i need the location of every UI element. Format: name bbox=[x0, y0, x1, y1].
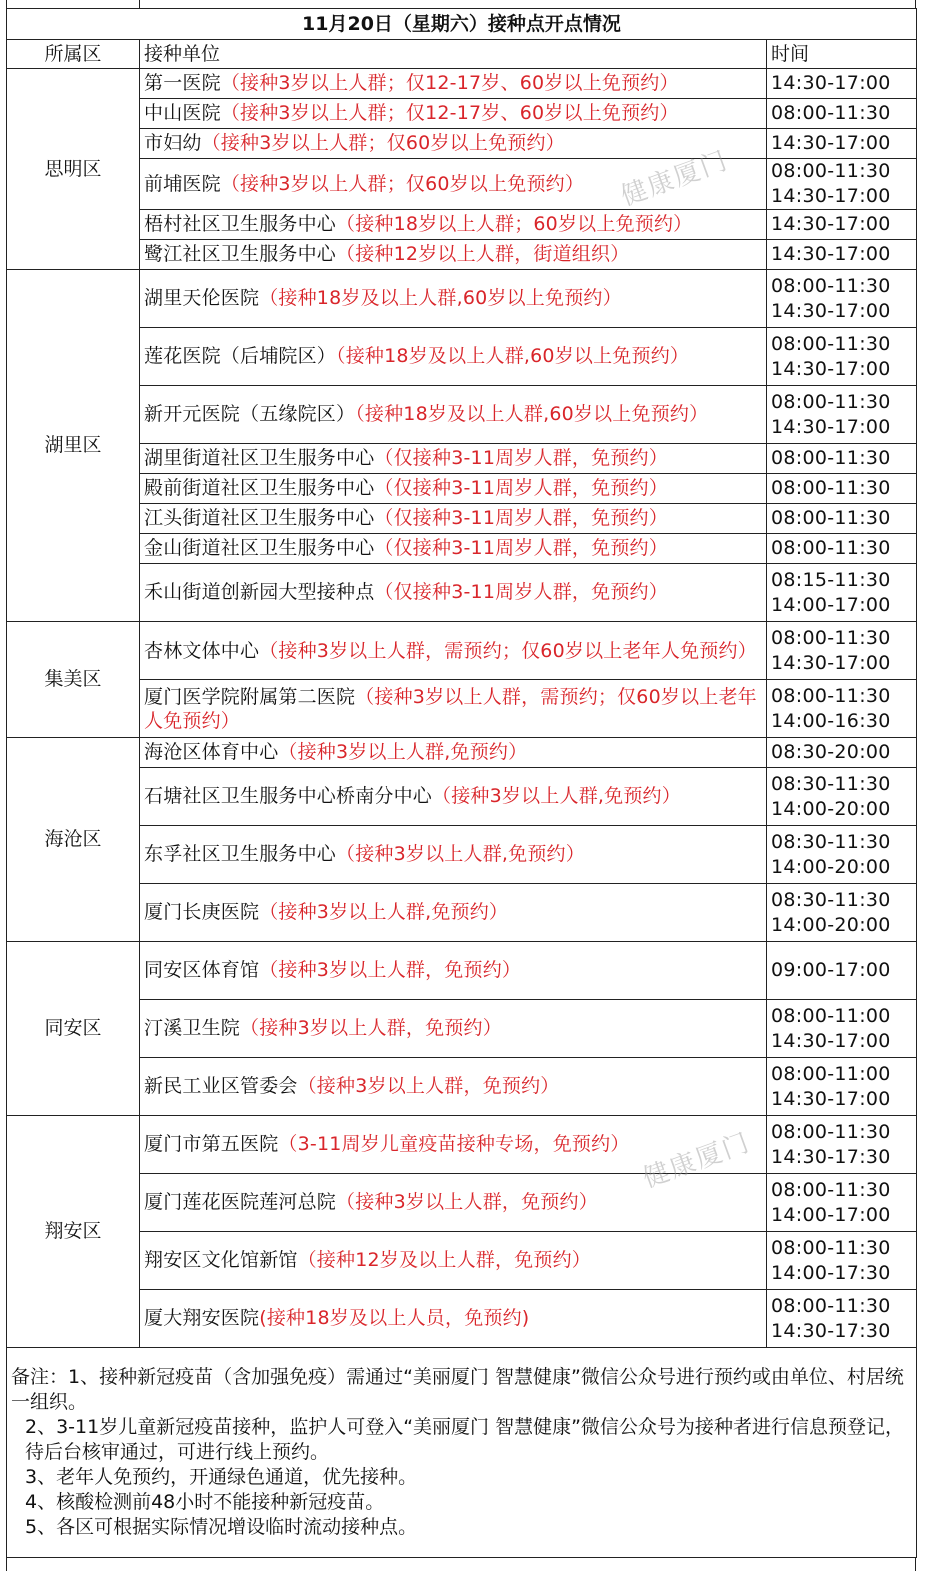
district-name: 同安区 bbox=[7, 942, 140, 1116]
unit-name: 第一医院 bbox=[144, 72, 221, 94]
unit-name: 厦门莲花医院莲河总院 bbox=[144, 1191, 337, 1213]
time-slot: 08:00-11:30 bbox=[771, 507, 891, 529]
time-cell bbox=[767, 534, 917, 564]
unit-name: 汀溪卫生院 bbox=[144, 1017, 241, 1039]
unit-name: 湖里天伦医院 bbox=[144, 287, 260, 309]
unit-name: 殿前街道社区卫生服务中心 bbox=[144, 477, 375, 499]
unit-cell bbox=[140, 1058, 767, 1116]
unit-cell bbox=[140, 826, 767, 884]
time-cell bbox=[767, 768, 917, 826]
time-slot: 14:30-17:30 bbox=[771, 1319, 891, 1342]
table-row bbox=[7, 564, 917, 622]
unit-name: 海沧区体育中心 bbox=[144, 741, 279, 763]
unit-cell bbox=[140, 386, 767, 444]
bottom-border bbox=[6, 1558, 916, 1571]
header-unit: 接种单位 bbox=[140, 40, 767, 69]
time-slot: 14:00-20:00 bbox=[771, 797, 891, 820]
district-name: 思明区 bbox=[7, 69, 140, 270]
watermark-bottom: 健康厦门 bbox=[639, 1127, 755, 1195]
unit-note: （仅接种3-11周岁人群，免预约） bbox=[374, 507, 668, 529]
unit-note: （接种3岁以上人群；仅12-17岁、60岁以上免预约） bbox=[220, 72, 679, 94]
table-row bbox=[7, 1232, 917, 1290]
time-cell bbox=[767, 129, 917, 159]
time-slot: 14:30-17:00 bbox=[771, 243, 891, 265]
table-row bbox=[7, 504, 917, 534]
unit-cell bbox=[140, 504, 767, 534]
time-slot: 08:00-11:30 bbox=[771, 447, 891, 469]
time-slot: 08:00-11:00 bbox=[771, 1062, 891, 1085]
unit-cell bbox=[140, 738, 767, 768]
table-row bbox=[7, 826, 917, 884]
time-slot: 14:30-17:30 bbox=[771, 1145, 891, 1168]
time-slot: 08:00-11:30 bbox=[771, 1236, 891, 1259]
time-cell bbox=[767, 270, 917, 328]
district-name: 集美区 bbox=[7, 622, 140, 738]
unit-note: （仅接种3-11周岁人群，免预约） bbox=[374, 537, 668, 559]
time-slot: 08:15-11:30 bbox=[771, 568, 891, 591]
time-cell bbox=[767, 1174, 917, 1232]
unit-name: 湖里街道社区卫生服务中心 bbox=[144, 447, 375, 469]
time-slot: 14:30-17:00 bbox=[771, 132, 891, 154]
unit-note: （仅接种3-11周岁人群，免预约） bbox=[374, 477, 668, 499]
table-row bbox=[7, 884, 917, 942]
unit-cell bbox=[140, 328, 767, 386]
table-row bbox=[7, 386, 917, 444]
time-slot: 08:00-11:30 bbox=[771, 274, 891, 297]
unit-cell bbox=[140, 564, 767, 622]
note-item: 2、3-11岁儿童新冠疫苗接种，监护人可登入“美丽厦门 智慧健康”微信公众号为接种者进行信息预登记，待后台核审通过，可进行线上预约。 bbox=[25, 1416, 904, 1463]
table-row bbox=[7, 1116, 917, 1174]
unit-note: （接种3岁以上人群；仅60岁以上免预约） bbox=[201, 132, 565, 154]
time-slot: 08:00-11:30 bbox=[771, 537, 891, 559]
table-row bbox=[7, 474, 917, 504]
time-cell bbox=[767, 504, 917, 534]
unit-cell bbox=[140, 99, 767, 129]
unit-name: 石塘社区卫生服务中心桥南分中心 bbox=[144, 785, 433, 807]
unit-cell bbox=[140, 680, 767, 738]
unit-note: （接种12岁以上人群，街道组织） bbox=[336, 243, 630, 265]
unit-cell bbox=[140, 1116, 767, 1174]
table-row bbox=[7, 942, 917, 1000]
unit-note: （接种3岁以上人群,免预约） bbox=[336, 843, 585, 865]
time-slot: 08:00-11:00 bbox=[771, 1004, 891, 1027]
time-slot: 14:00-17:00 bbox=[771, 1203, 891, 1226]
time-cell bbox=[767, 444, 917, 474]
time-cell bbox=[767, 884, 917, 942]
unit-note: （仅接种3-11周岁人群，免预约） bbox=[374, 581, 668, 603]
district-name: 海沧区 bbox=[7, 738, 140, 942]
unit-cell bbox=[140, 240, 767, 270]
time-slot: 08:30-11:30 bbox=[771, 888, 891, 911]
unit-name: 莲花医院（后埔院区） bbox=[144, 345, 337, 367]
time-cell bbox=[767, 69, 917, 99]
unit-name: 翔安区文化馆新馆 bbox=[144, 1249, 298, 1271]
unit-name: 厦大翔安医院 bbox=[144, 1307, 260, 1329]
unit-note: （接种3岁以上人群，免预约） bbox=[297, 1075, 560, 1097]
time-slot: 08:00-11:30 bbox=[771, 1120, 891, 1143]
time-cell bbox=[767, 474, 917, 504]
time-slot: 14:30-17:00 bbox=[771, 1087, 891, 1110]
table-row bbox=[7, 129, 917, 159]
district-name: 湖里区 bbox=[7, 270, 140, 622]
time-cell bbox=[767, 210, 917, 240]
time-slot: 08:00-11:30 bbox=[771, 160, 891, 182]
time-slot: 14:30-17:00 bbox=[771, 299, 891, 322]
unit-name: 中山医院 bbox=[144, 102, 221, 124]
unit-cell bbox=[140, 1232, 767, 1290]
time-cell bbox=[767, 826, 917, 884]
page-title: 11月20日（星期六）接种点开点情况 bbox=[7, 9, 917, 40]
time-slot: 14:00-20:00 bbox=[771, 913, 891, 936]
unit-note: （接种3岁以上人群,免预约） bbox=[278, 741, 528, 763]
table-row bbox=[7, 240, 917, 270]
unit-cell bbox=[140, 1174, 767, 1232]
time-slot: 14:30-17:00 bbox=[771, 651, 891, 674]
time-cell bbox=[767, 159, 917, 210]
time-slot: 14:30-17:00 bbox=[771, 357, 891, 380]
note-item: 3、老年人免预约，开通绿色通道，优先接种。 bbox=[25, 1466, 418, 1488]
unit-name: 同安区体育馆 bbox=[144, 959, 260, 981]
time-slot: 08:00-11:30 bbox=[771, 390, 891, 413]
note-item: 备注：1、接种新冠疫苗（含加强免疫）需通过“美丽厦门 智慧健康”微信公众号进行预约或由单位、村居统一组织。 bbox=[11, 1366, 904, 1413]
unit-cell bbox=[140, 159, 767, 210]
unit-name: 厦门医学院附属第二医院 bbox=[144, 685, 356, 708]
unit-note: （3-11周岁儿童疫苗接种专场，免预约） bbox=[278, 1133, 630, 1155]
table-row bbox=[7, 768, 917, 826]
time-slot: 08:00-11:30 bbox=[771, 1178, 891, 1201]
unit-name: 新开元医院（五缘院区） bbox=[144, 403, 356, 425]
time-cell bbox=[767, 240, 917, 270]
unit-cell bbox=[140, 69, 767, 99]
unit-note: （仅接种3-11周岁人群，免预约） bbox=[374, 447, 668, 469]
time-slot: 14:00-17:00 bbox=[771, 593, 891, 616]
unit-note: （接种18岁及以上人群,60岁以上免预约） bbox=[355, 403, 709, 425]
time-slot: 08:00-11:30 bbox=[771, 102, 891, 124]
time-cell bbox=[767, 680, 917, 738]
time-slot: 08:00-11:30 bbox=[771, 332, 891, 355]
unit-cell bbox=[140, 622, 767, 680]
unit-note: （接种3岁以上人群，需预约；仅60岁以上老年人免预约） bbox=[259, 639, 757, 662]
time-slot: 08:00-11:30 bbox=[771, 626, 891, 649]
unit-cell bbox=[140, 884, 767, 942]
unit-name: 禾山街道创新园大型接种点 bbox=[144, 581, 375, 603]
table-row bbox=[7, 159, 917, 210]
time-cell bbox=[767, 1232, 917, 1290]
unit-cell bbox=[140, 942, 767, 1000]
note-item: 5、各区可根据实际情况增设临时流动接种点。 bbox=[25, 1516, 418, 1538]
table-row bbox=[7, 622, 917, 680]
unit-cell bbox=[140, 534, 767, 564]
unit-name: 梧村社区卫生服务中心 bbox=[144, 213, 337, 235]
district-name: 翔安区 bbox=[7, 1116, 140, 1348]
unit-note: （接种3岁以上人群；仅12-17岁、60岁以上免预约） bbox=[220, 102, 679, 124]
time-cell bbox=[767, 1116, 917, 1174]
unit-cell bbox=[140, 210, 767, 240]
time-cell bbox=[767, 386, 917, 444]
time-slot: 14:00-20:00 bbox=[771, 855, 891, 878]
time-slot: 14:30-17:00 bbox=[771, 213, 891, 235]
unit-note: （接种18岁以上人群；60岁以上免预约） bbox=[336, 213, 693, 235]
table-row bbox=[7, 1174, 917, 1232]
unit-cell bbox=[140, 768, 767, 826]
unit-name: 鹭江社区卫生服务中心 bbox=[144, 243, 337, 265]
schedule-table bbox=[6, 8, 917, 1558]
time-slot: 08:30-20:00 bbox=[771, 741, 891, 763]
time-slot: 14:30-17:00 bbox=[771, 1029, 891, 1052]
table-row bbox=[7, 680, 917, 738]
unit-cell bbox=[140, 270, 767, 328]
time-slot: 14:30-17:00 bbox=[771, 72, 891, 94]
time-slot: 08:00-11:30 bbox=[771, 1294, 891, 1317]
unit-name: 江头街道社区卫生服务中心 bbox=[144, 507, 375, 529]
table-row bbox=[7, 1000, 917, 1058]
unit-note: （接种3岁以上人群，免预约） bbox=[336, 1191, 598, 1213]
unit-cell bbox=[140, 129, 767, 159]
unit-cell bbox=[140, 1000, 767, 1058]
time-cell bbox=[767, 1058, 917, 1116]
notes-cell bbox=[7, 1348, 917, 1558]
unit-note: （接种18岁及以上人群,60岁以上免预约） bbox=[336, 345, 690, 367]
notes-row bbox=[7, 1348, 917, 1558]
unit-name: 前埔医院 bbox=[144, 172, 221, 195]
time-cell bbox=[767, 1000, 917, 1058]
unit-name: 杏林文体中心 bbox=[144, 639, 260, 662]
unit-name: 市妇幼 bbox=[144, 132, 202, 154]
time-cell bbox=[767, 1290, 917, 1348]
time-slot: 14:00-16:30 bbox=[771, 709, 891, 732]
unit-note: （接种3岁以上人群,免预约） bbox=[432, 785, 681, 807]
table-row bbox=[7, 328, 917, 386]
time-slot: 14:30-17:00 bbox=[771, 185, 891, 207]
top-border bbox=[6, 0, 916, 8]
unit-cell bbox=[140, 474, 767, 504]
time-slot: 14:30-17:00 bbox=[771, 415, 891, 438]
table-row bbox=[7, 69, 917, 99]
time-cell bbox=[767, 942, 917, 1000]
unit-note: (接种18岁及以上人员，免预约) bbox=[259, 1307, 530, 1329]
unit-note: （接种3岁以上人群，免预约） bbox=[259, 959, 522, 981]
unit-cell bbox=[140, 444, 767, 474]
header-time: 时间 bbox=[767, 40, 917, 69]
watermark-top: 健康厦门 bbox=[617, 145, 733, 213]
header-district: 所属区 bbox=[7, 40, 140, 69]
note-item: 4、核酸检测前48小时不能接种新冠疫苗。 bbox=[25, 1491, 385, 1513]
table-row bbox=[7, 1058, 917, 1116]
time-slot: 08:00-11:30 bbox=[771, 477, 891, 499]
unit-name: 厦门长庚医院 bbox=[144, 901, 260, 923]
table-row bbox=[7, 210, 917, 240]
time-cell bbox=[767, 564, 917, 622]
unit-name: 新民工业区管委会 bbox=[144, 1075, 298, 1097]
table-row bbox=[7, 1290, 917, 1348]
time-cell bbox=[767, 328, 917, 386]
time-slot: 08:30-11:30 bbox=[771, 772, 891, 795]
time-slot: 09:00-17:00 bbox=[771, 959, 891, 981]
unit-note: （接种3岁以上人群；仅60岁以上免预约） bbox=[220, 172, 585, 195]
unit-note: （接种12岁及以上人群，免预约） bbox=[297, 1249, 591, 1271]
unit-note: （接种18岁及以上人群,60岁以上免预约） bbox=[259, 287, 622, 309]
table-row bbox=[7, 738, 917, 768]
time-slot: 08:30-11:30 bbox=[771, 830, 891, 853]
time-cell bbox=[767, 622, 917, 680]
unit-cell bbox=[140, 1290, 767, 1348]
time-cell bbox=[767, 99, 917, 129]
table-row bbox=[7, 534, 917, 564]
time-slot: 08:00-11:30 bbox=[771, 684, 891, 707]
time-slot: 14:00-17:30 bbox=[771, 1261, 891, 1284]
table-row bbox=[7, 444, 917, 474]
unit-name: 东孚社区卫生服务中心 bbox=[144, 843, 337, 865]
table-row bbox=[7, 99, 917, 129]
time-cell bbox=[767, 738, 917, 768]
unit-note: （接种3岁以上人群，免预约） bbox=[240, 1017, 502, 1039]
unit-note: （接种3岁以上人群,免预约） bbox=[259, 901, 509, 923]
table-row bbox=[7, 270, 917, 328]
unit-note: （接种3岁以上人群，需预约；仅60岁以上老年人免预约） bbox=[144, 685, 757, 732]
unit-name: 金山街道社区卫生服务中心 bbox=[144, 537, 375, 559]
unit-name: 厦门市第五医院 bbox=[144, 1133, 279, 1155]
